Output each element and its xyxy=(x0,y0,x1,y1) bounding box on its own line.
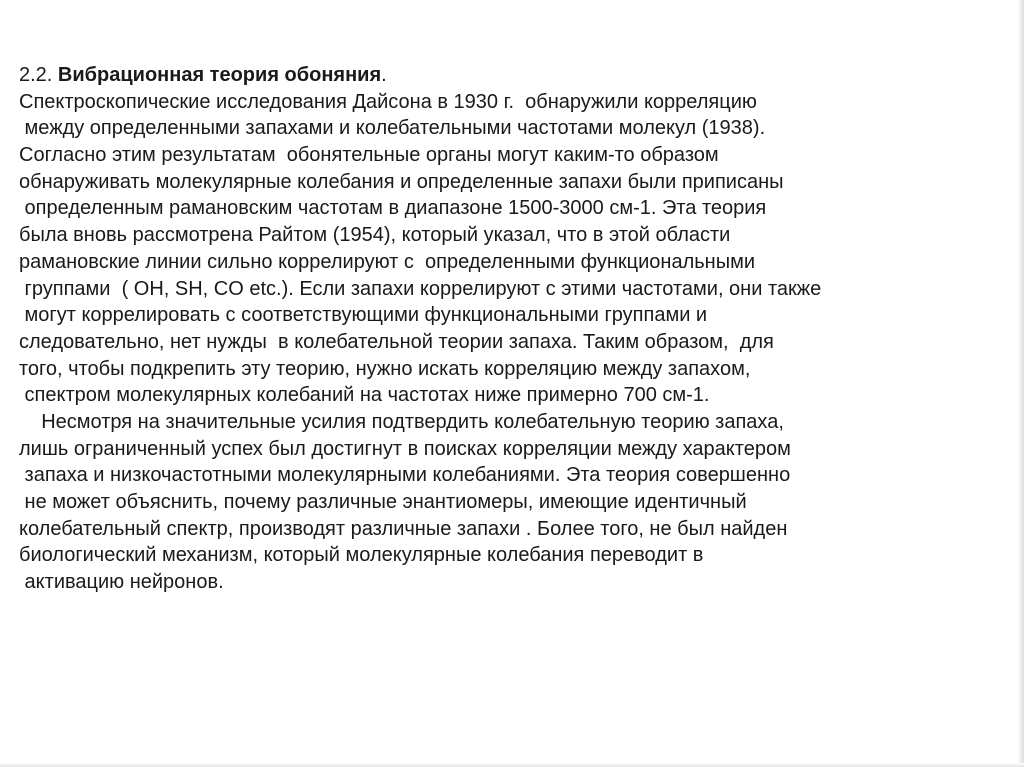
paragraph-line: определенным рамановским частотам в диапазоне 1500-3000 см-1. Эта теория xyxy=(19,197,767,220)
paragraph-line: лишь ограниченный успех был достигнут в поисках корреляции между характером xyxy=(19,437,791,460)
slide-edge-shadow-bottom xyxy=(0,763,1024,767)
paragraph-line: между определенными запахами и колебательными частотами молекул (1938). xyxy=(19,117,766,140)
paragraph-line: спектром молекулярных колебаний на частотах ниже примерно 700 см-1. xyxy=(19,384,710,407)
paragraph-line: обнаруживать молекулярные колебания и определенные запахи были приписаны xyxy=(19,170,784,193)
paragraph-line: не может объяснить, почему различные энантиомеры, имеющие идентичный xyxy=(19,491,747,513)
paragraph-line: биологический механизм, который молекулярные колебания переводит в xyxy=(19,544,704,567)
paragraph-line: была вновь рассмотрена Райтом (1954), который указал, что в этой области xyxy=(19,224,731,247)
paragraph-line: следовательно, нет нужды в колебательной теории запаха. Таким образом, для xyxy=(19,330,774,353)
paragraph-line: группами ( OH, SH, CO etc.). Если запахи коррелируют с этими частотами, они также xyxy=(19,277,822,300)
slide-text-block xyxy=(19,62,999,596)
section-title-period: . xyxy=(381,64,387,86)
paragraph-line: могут коррелировать с соответствующими функциональными группами и xyxy=(19,304,708,327)
section-heading xyxy=(19,62,999,89)
section-number: 2.2. xyxy=(19,64,58,86)
slide-edge-shadow-right xyxy=(1018,0,1024,767)
paragraph-line: Несмотря на значительные усилия подтвердить колебательную теорию запаха, xyxy=(19,410,784,433)
section-title: Вибрационная теория обоняния xyxy=(57,64,382,86)
paragraph-line: рамановские линии сильно коррелируют с определенными функциональными xyxy=(19,250,755,273)
paragraph-line: Согласно этим результатам обонятельные органы могут каким-то образом xyxy=(19,144,719,167)
paragraph-line: активацию нейронов. xyxy=(19,571,224,594)
paragraph-line: колебательный спектр, производят различные запахи . Более того, не был найден xyxy=(19,517,788,540)
paragraph-line: запаха и низкочастотными молекулярными колебаниями. Эта теория совершенно xyxy=(19,464,791,487)
paragraph-line: Спектроскопические исследования Дайсона в 1930 г. обнаружили корреляцию xyxy=(19,90,757,113)
paragraph-line: того, чтобы подкрепить эту теорию, нужно искать корреляцию между запахом, xyxy=(19,357,751,380)
